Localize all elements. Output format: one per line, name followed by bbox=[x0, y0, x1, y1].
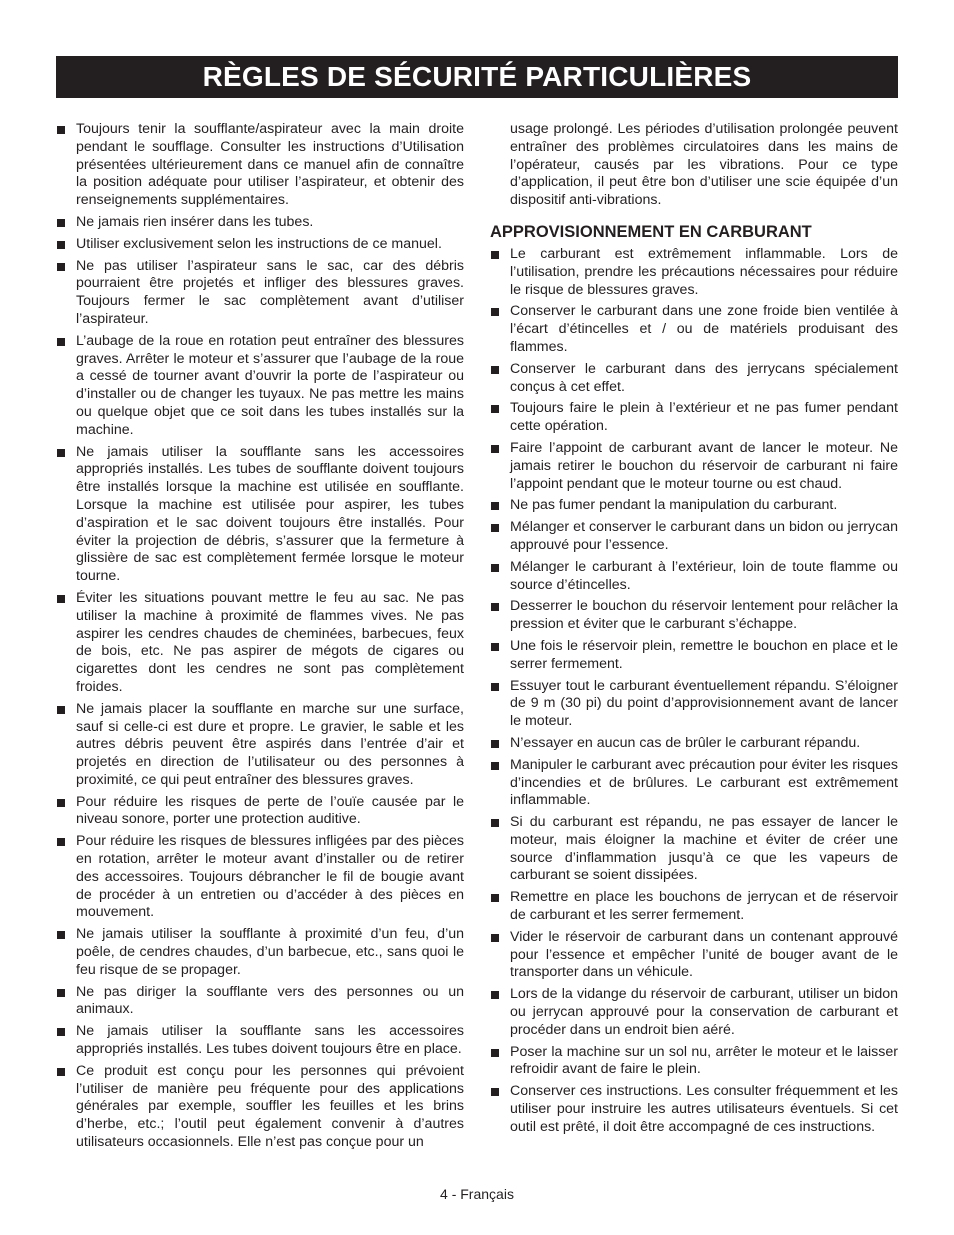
square-bullet-icon bbox=[491, 308, 499, 316]
left-column bbox=[56, 121, 464, 1156]
list-item: Utiliser exclusivement selon les instructions de ce manuel. bbox=[56, 236, 464, 254]
square-bullet-icon bbox=[491, 934, 499, 942]
list-item: Éviter les situations pouvant mettre le feu au sac. Ne pas utiliser la machine à proximité de flammes vives. Ne pas aspirer les cendres chaudes de cheminées, barbecues, feux de bois, etc. Ne pas aspirer de mégots de cigares ou cigarettes dont les cendres ne sont pas complètement froides. bbox=[56, 590, 464, 697]
continued-paragraph: usage prolongé. Les périodes d’utilisation prolongée peuvent entraîner des problèmes circulatoires dans les mains de l’opérateur, causés par les vibrations. Pour ce type d’application, il peut être bon d’utiliser une scie équipée d’un dispositif anti-vibrations. bbox=[510, 121, 898, 209]
square-bullet-icon bbox=[57, 799, 65, 807]
square-bullet-icon bbox=[491, 405, 499, 413]
square-bullet-icon bbox=[57, 263, 65, 271]
square-bullet-icon bbox=[491, 1088, 499, 1096]
page-title-banner bbox=[56, 56, 898, 98]
square-bullet-icon bbox=[491, 603, 499, 611]
list-item: Ne jamais utiliser la soufflante sans les accessoires appropriés installés. Les tubes doivent toujours être en place. bbox=[56, 1023, 464, 1059]
square-bullet-icon bbox=[57, 338, 65, 346]
square-bullet-icon bbox=[491, 445, 499, 453]
square-bullet-icon bbox=[491, 502, 499, 510]
list-item: Pour réduire les risques de perte de l’ouïe causée par le niveau sonore, porter une protection auditive. bbox=[56, 794, 464, 830]
list-item: Ne pas utiliser l’aspirateur sans le sac, car des débris pourraient être projetés et infliger des blessures graves. Toujours fermer le sac complètement avant d’utiliser l’aspirateur. bbox=[56, 258, 464, 329]
list-item: Ce produit est conçu pour les personnes qui prévoient l’utiliser de manière peu fréquente pour des applications générales par exemple, souffler les feuilles et les brins d’herbe, etc.; l’outil peut également convenir à d’autres utilisateurs occasionnels. Elle n’est pas conçue pour un bbox=[56, 1063, 464, 1152]
list-item: Ne jamais utiliser la soufflante à proximité d’un feu, d’un poêle, de cendres chaudes, d’un barbecue, etc., sans quoi le feu risque de se propager. bbox=[56, 926, 464, 979]
list-item: Poser la machine sur un sol nu, arrêter le moteur et le laisser refroidir avant de faire le plein. bbox=[490, 1044, 898, 1080]
list-item: Si du carburant est répandu, ne pas essayer de lancer le moteur, mais éloigner la machine et éviter de créer une source d’inflammation jusqu’à ce que les vapeurs de carburant se soient dissipées. bbox=[490, 814, 898, 885]
list-item: Ne jamais rien insérer dans les tubes. bbox=[56, 214, 464, 232]
square-bullet-icon bbox=[57, 595, 65, 603]
square-bullet-icon bbox=[491, 683, 499, 691]
list-item: Desserrer le bouchon du réservoir lentement pour relâcher la pression et éviter que le carburant s’échappe. bbox=[490, 598, 898, 634]
safety-rules-list bbox=[56, 121, 464, 1152]
list-item: Conserver le carburant dans une zone froide bien ventilée à l’écart d’étincelles et / ou de matériels produisant des flammes. bbox=[490, 303, 898, 356]
list-item: Toujours faire le plein à l’extérieur et ne pas fumer pendant cette opération. bbox=[490, 400, 898, 436]
list-item: Une fois le réservoir plein, remettre le bouchon en place et le serrer fermement. bbox=[490, 638, 898, 674]
list-item: Ne pas diriger la soufflante vers des personnes ou un animaux. bbox=[56, 984, 464, 1020]
list-item: Faire l’appoint de carburant avant de lancer le moteur. Ne jamais retirer le bouchon du réservoir de carburant ni faire l’appoint pendant que le moteur tourne ou est chaud. bbox=[490, 440, 898, 493]
square-bullet-icon bbox=[57, 1068, 65, 1076]
list-item: L’aubage de la roue en rotation peut entraîner des blessures graves. Arrêter le moteur et s’assurer que l’aubage de la roue a cessé de tourner avant d’ouvrir la porte de l’aspirateur ou d’installer ou de changer les tuyaux. Ne pas mettre les mains ou quelque objet que ce soit dans les tubes installés sur la machine. bbox=[56, 333, 464, 440]
list-item: Mélanger et conserver le carburant dans un bidon ou jerrycan approuvé pour l’essence. bbox=[490, 519, 898, 555]
square-bullet-icon bbox=[57, 1028, 65, 1036]
square-bullet-icon bbox=[491, 1049, 499, 1057]
fuel-rules-list bbox=[490, 246, 898, 1137]
list-item: Ne jamais utiliser la soufflante sans les accessoires appropriés installés. Les tubes de soufflante doivent toujours être installés lorsque la machine est utilisée en soufflante. Lorsque la machine est utilisée pour aspirer, les tubes d’aspiration et le sac doivent toujours être installés. Pour éviter la projection de débris, s’assurer que la fermeture à glissière de sac est complètement fermée lorsque le moteur tourne. bbox=[56, 444, 464, 586]
list-item: Pour réduire les risques de blessures infligées par des pièces en rotation, arrêter le moteur avant d’installer ou de retirer des accessoires. Toujours débrancher le fil de bougie avant de procéder à un entretien ou d’accéder à des pièces en mouvement. bbox=[56, 833, 464, 922]
square-bullet-icon bbox=[491, 762, 499, 770]
list-item: Conserver ces instructions. Les consulter fréquemment et les utiliser pour instruire les autres utilisateurs éventuels. Si cet outil est prêté, il doit être accompagné de ces instructions. bbox=[490, 1083, 898, 1136]
list-item: Manipuler le carburant avec précaution pour éviter les risques d’incendies et de brûlures. Le carburant est extrêmement inflammable. bbox=[490, 757, 898, 810]
square-bullet-icon bbox=[491, 894, 499, 902]
list-item: Ne jamais placer la soufflante en marche sur une surface, sauf si celle-ci est dure et propre. Le gravier, le sable et les autres débris peuvent être aspirés dans l’entrée d’air et projetés en direction de l’utilisateur ou des personnes à proximité, ce qui peut entraîner des blessures graves. bbox=[56, 701, 464, 790]
square-bullet-icon bbox=[57, 706, 65, 714]
list-item: Remettre en place les bouchons de jerrycan et de réservoir de carburant et les serrer fermement. bbox=[490, 889, 898, 925]
list-item: N’essayer en aucun cas de brûler le carburant répandu. bbox=[490, 735, 898, 753]
square-bullet-icon bbox=[491, 819, 499, 827]
square-bullet-icon bbox=[57, 126, 65, 134]
list-item: Mélanger le carburant à l’extérieur, loin de toute flamme ou source d’étincelles. bbox=[490, 559, 898, 595]
list-item: Essuyer tout le carburant éventuellement répandu. S’éloigner de 9 m (30 pi) du point d’approvisionnement avant de lancer le moteur. bbox=[490, 678, 898, 731]
page-title: RÈGLES DE SÉCURITÉ PARTICULIÈRES bbox=[202, 61, 752, 92]
list-item: Toujours tenir la soufflante/aspirateur avec la main droite pendant le soufflage. Consulter les instructions d’Utilisation présentées ultérieurement dans ce manuel afin de connaître la position adéquate pour utiliser l’aspirateur, et obtenir des renseignements supplémentaires. bbox=[56, 121, 464, 210]
square-bullet-icon bbox=[57, 241, 65, 249]
square-bullet-icon bbox=[491, 564, 499, 572]
square-bullet-icon bbox=[57, 989, 65, 997]
list-item: Conserver le carburant dans des jerrycans spécialement conçus à cet effet. bbox=[490, 361, 898, 397]
section-heading-fuel: APPROVISIONNEMENT EN CARBURANT bbox=[490, 222, 812, 241]
square-bullet-icon bbox=[57, 219, 65, 227]
square-bullet-icon bbox=[491, 251, 499, 259]
right-column bbox=[490, 121, 898, 1141]
square-bullet-icon bbox=[57, 931, 65, 939]
square-bullet-icon bbox=[491, 643, 499, 651]
list-item: Lors de la vidange du réservoir de carburant, utiliser un bidon ou jerrycan approuvé pour la conservation de carburant et procéder dans un endroit bien aéré. bbox=[490, 986, 898, 1039]
page-footer bbox=[0, 1186, 954, 1202]
square-bullet-icon bbox=[491, 524, 499, 532]
page-number: 4 - Français bbox=[440, 1186, 514, 1202]
square-bullet-icon bbox=[57, 838, 65, 846]
square-bullet-icon bbox=[491, 991, 499, 999]
list-item: Le carburant est extrêmement inflammable. Lors de l’utilisation, prendre les précautions nécessaires pour réduire le risque de blessures graves. bbox=[490, 246, 898, 299]
list-item: Vider le réservoir de carburant dans un contenant approuvé pour l’essence et empêcher l’unité de bouger avant de le transporter dans un véhicule. bbox=[490, 929, 898, 982]
square-bullet-icon bbox=[491, 366, 499, 374]
square-bullet-icon bbox=[491, 740, 499, 748]
square-bullet-icon bbox=[57, 449, 65, 457]
list-item: Ne pas fumer pendant la manipulation du carburant. bbox=[490, 497, 898, 515]
